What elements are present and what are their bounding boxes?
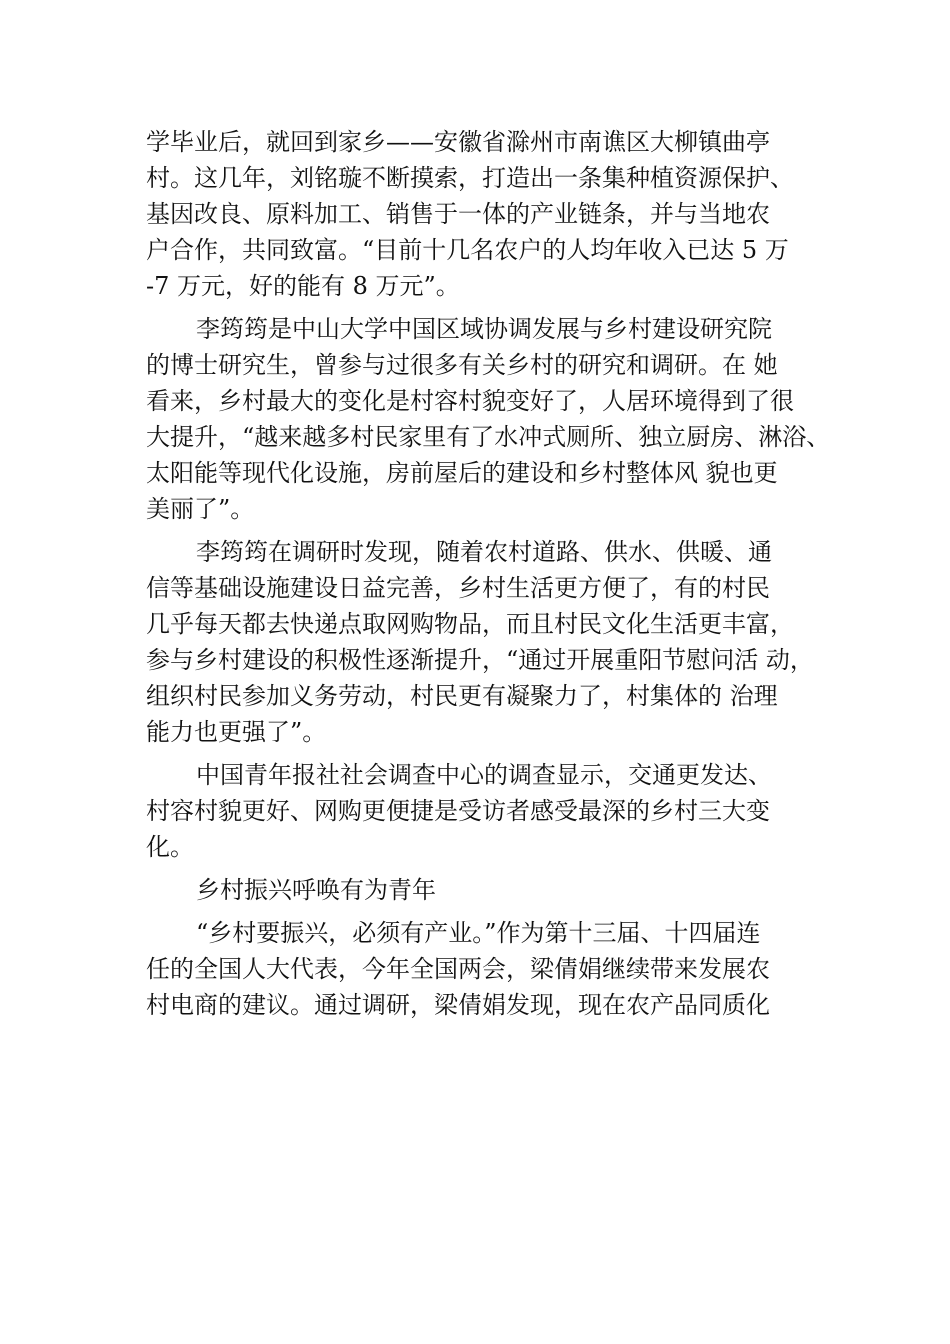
text-line: 户合作，共同致富。“目前十几名农户的人均年收入已达 5 万 <box>146 236 789 264</box>
article-body <box>146 124 846 1030</box>
text-line: 能力也更强了”。 <box>146 718 327 746</box>
text-line: 基因改良、原料加工、销售于一体的产业链条，并与当地农 <box>146 200 770 228</box>
text-line: “乡村要振兴，必须有产业。”作为第十三届、十四届连 <box>196 919 761 947</box>
text-line: 村电商的建议。通过调研，梁倩娟发现，现在农产品同质化 <box>146 991 770 1019</box>
paragraph-4 <box>146 757 846 865</box>
text-line: 李筠筠是中山大学中国区域协调发展与乡村建设研究院 <box>196 315 772 343</box>
text-line: -7 万元，好的能有 8 万元”。 <box>146 272 460 300</box>
text-line: 中国青年报社社会调查中心的调查显示，交通更发达、 <box>196 761 772 789</box>
text-line: 美丽了”。 <box>146 495 255 523</box>
text-line: 参与乡村建设的积极性逐渐提升，“通过开展重阳节慰问活 动， <box>146 646 814 674</box>
text-line: 组织村民参加义务劳动，村民更有凝聚力了，村集体的 治理 <box>146 682 778 710</box>
text-line: 的博士研究生，曾参与过很多有关乡村的研究和调研。在 她 <box>146 351 778 379</box>
paragraph-1 <box>146 124 846 304</box>
text-line: 任的全国人大代表，今年全国两会，梁倩娟继续带来发展农 <box>146 955 770 983</box>
section-heading-text: 乡村振兴呼唤有为青年 <box>196 876 436 904</box>
text-line: 李筠筠在调研时发现，随着农村道路、供水、供暖、通 <box>196 538 772 566</box>
text-line: 村。这几年，刘铭璇不断摸索，打造出一条集种植资源保护、 <box>146 164 794 192</box>
text-line: 村容村貌更好、网购更便捷是受访者感受最深的乡村三大变 <box>146 797 770 825</box>
paragraph-6 <box>146 915 846 1023</box>
text-line: 大提升，“越来越多村民家里有了水冲式厕所、独立厨房、淋浴、 <box>146 423 831 451</box>
paragraph-2 <box>146 311 846 527</box>
text-line: 看来，乡村最大的变化是村容村貌变好了，人居环境得到了很 <box>146 387 794 415</box>
text-line: 太阳能等现代化设施，房前屋后的建设和乡村整体风 貌也更 <box>146 459 778 487</box>
section-heading <box>146 872 846 908</box>
paragraph-3 <box>146 534 846 750</box>
text-line: 信等基础设施建设日益完善，乡村生活更方便了，有的村民 <box>146 574 770 602</box>
text-line: 学毕业后，就回到家乡——安徽省滁州市南谯区大柳镇曲亭 <box>146 128 770 156</box>
text-line: 几乎每天都去快递点取网购物品，而且村民文化生活更丰富， <box>146 610 794 638</box>
text-line: 化。 <box>146 833 194 861</box>
